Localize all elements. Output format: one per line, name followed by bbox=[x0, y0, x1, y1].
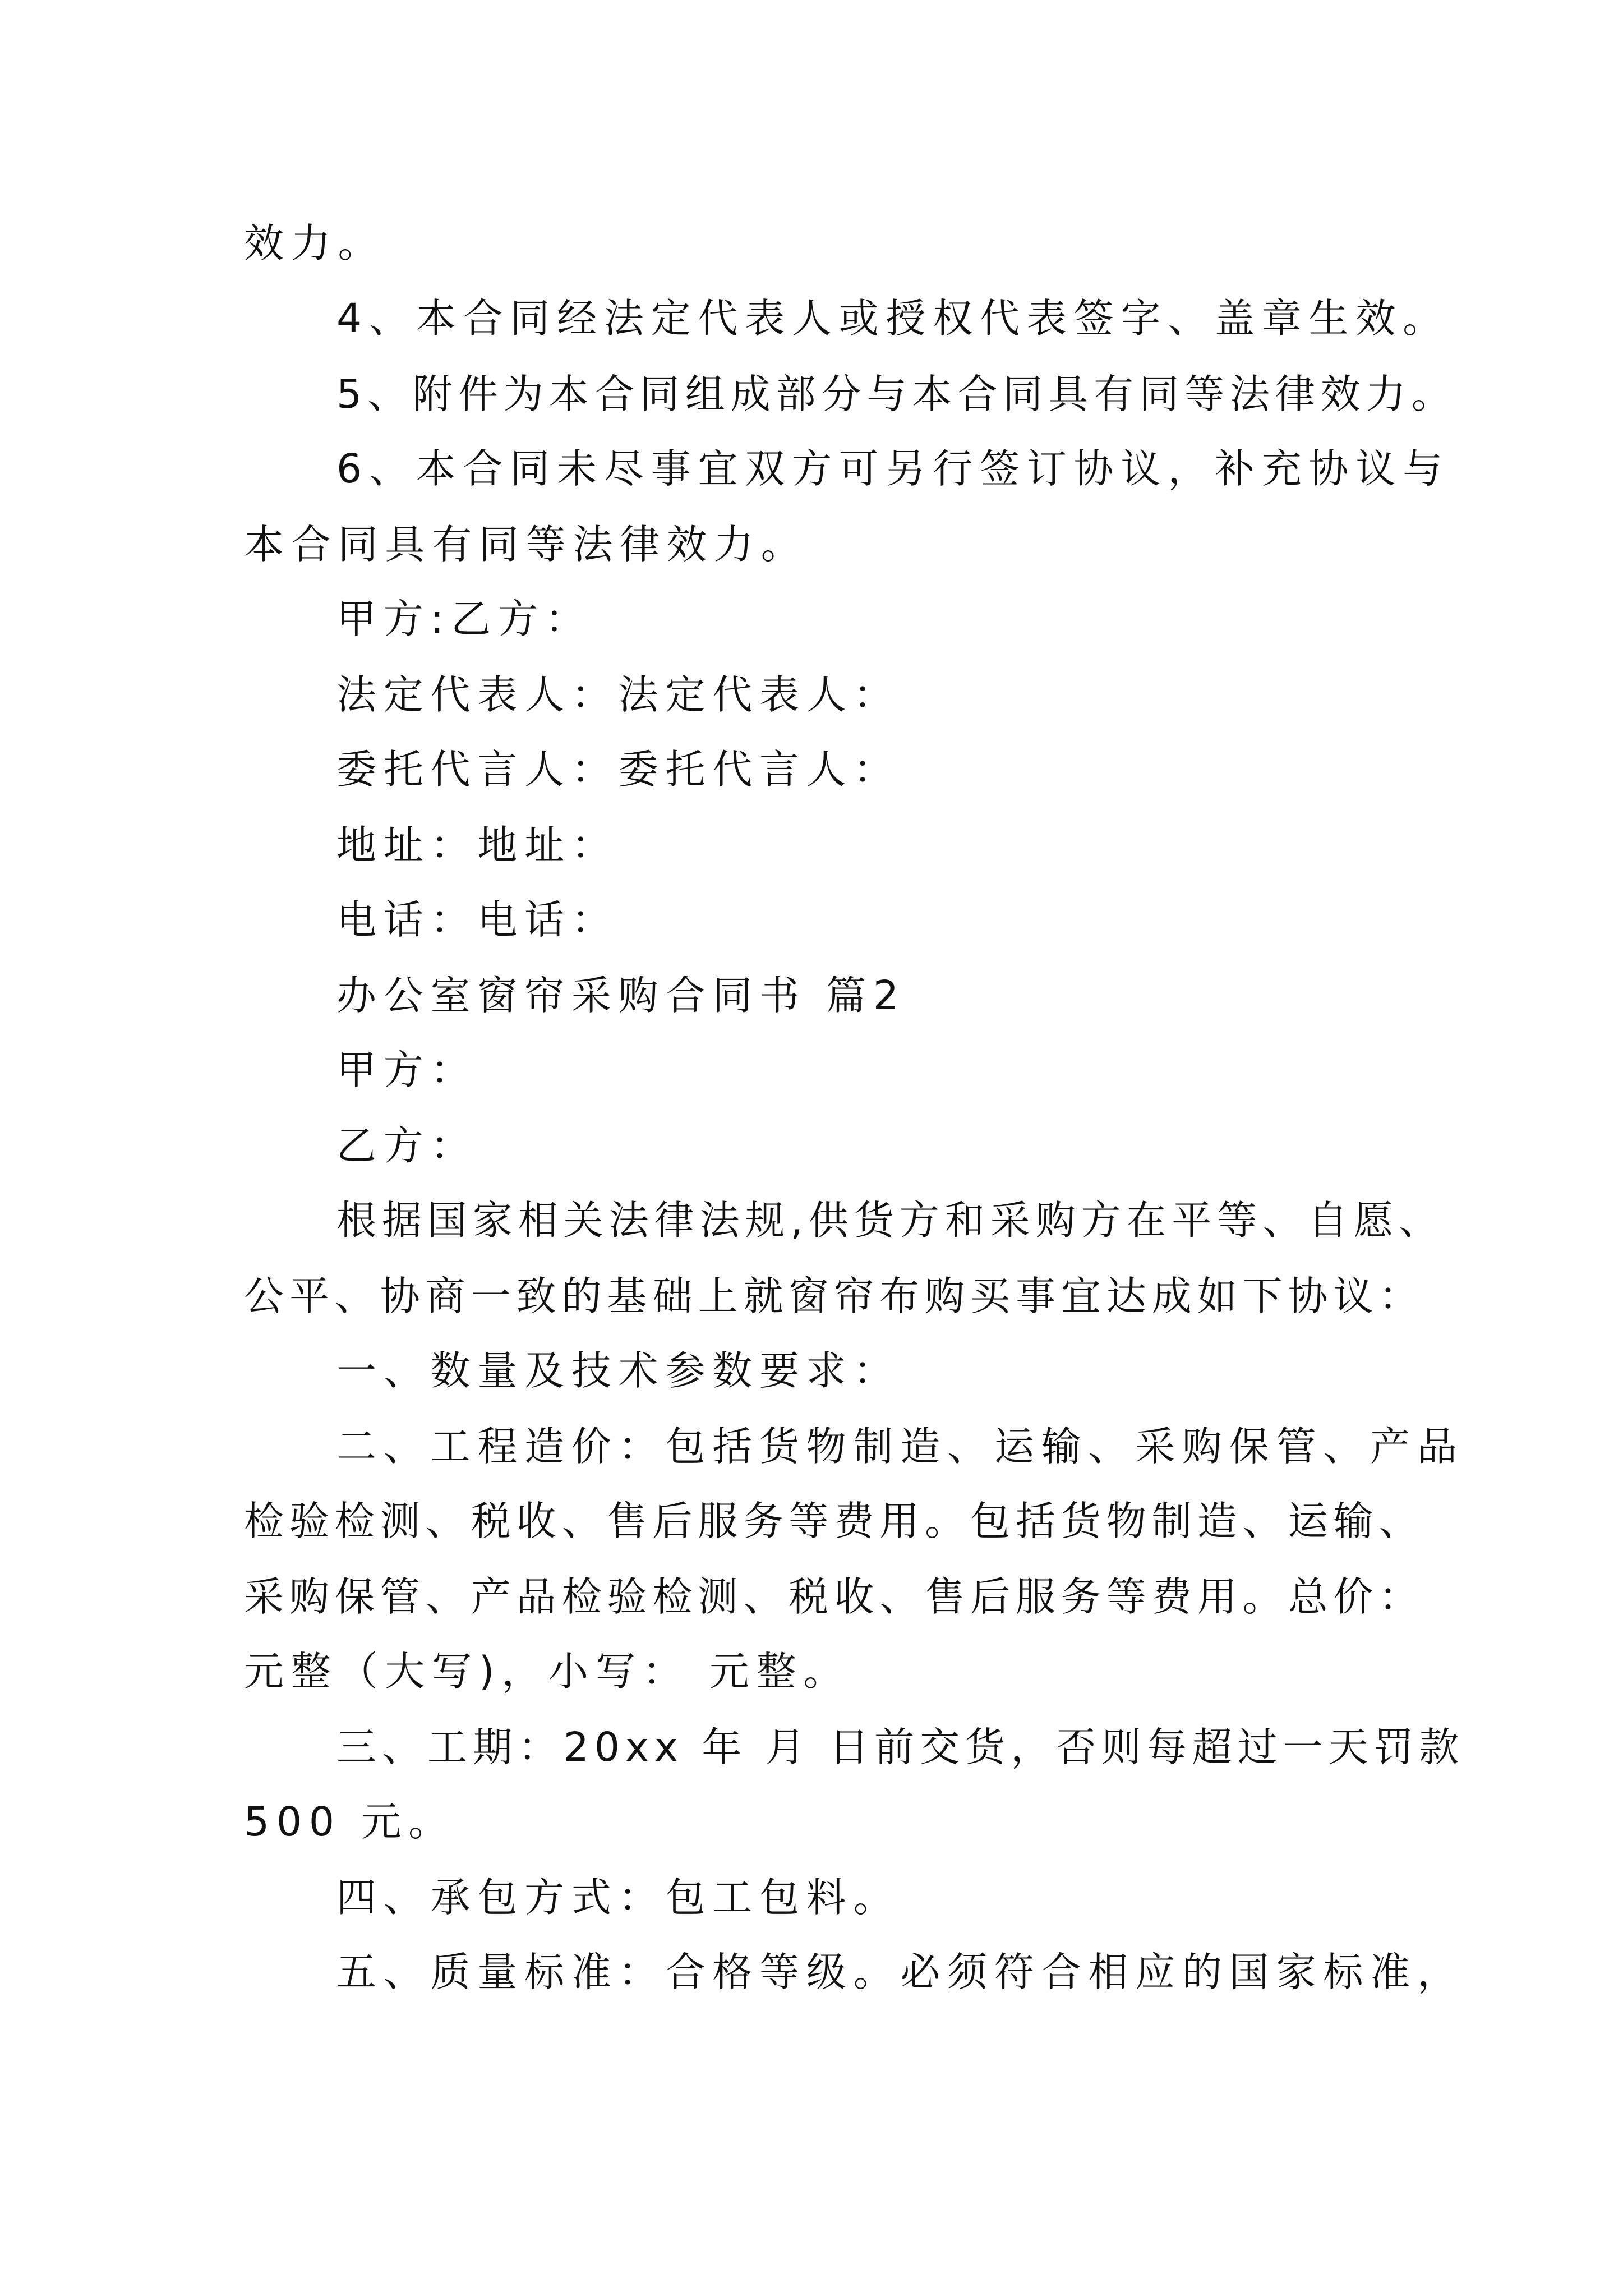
paragraph-line: 元整（大写)，小写： 元整。 bbox=[244, 1648, 851, 1695]
paragraph-line: 三、工期：20xx 年 月 日前交货，否则每超过一天罚款 bbox=[336, 1724, 1465, 1770]
signature-line-address: 地址：地址： bbox=[336, 822, 619, 868]
paragraph-line: 效力。 bbox=[244, 220, 385, 266]
paragraph-line: 根据国家相关法律法规,供货方和采购方在平等、自愿、 bbox=[336, 1197, 1445, 1244]
paragraph-line: 5、附件为本合同组成部分与本合同具有同等法律效力。 bbox=[336, 371, 1457, 417]
section-title: 办公室窗帘采购合同书 篇2 bbox=[336, 972, 906, 1019]
signature-line-agent: 委托代言人：委托代言人： bbox=[336, 746, 901, 793]
paragraph-line: 6、本合同未尽事宜双方可另行签订协议，补充协议与 bbox=[336, 445, 1450, 492]
clause-heading: 一、数量及技术参数要求： bbox=[336, 1347, 901, 1394]
signature-line-phone: 电话：电话： bbox=[336, 896, 619, 943]
paragraph-line: 二、工程造价：包括货物制造、运输、采购保管、产品 bbox=[336, 1423, 1464, 1470]
paragraph-line: 五、质量标准：合格等级。必须符合相应的国家标准， bbox=[336, 1949, 1464, 1995]
signature-line-representative: 法定代表人：法定代表人： bbox=[336, 671, 901, 718]
paragraph-line: 本合同具有同等法律效力。 bbox=[244, 521, 808, 568]
signature-line-party: 甲方:乙方： bbox=[336, 596, 592, 642]
paragraph-line: 500 元。 bbox=[244, 1798, 455, 1845]
paragraph-line: 4、本合同经法定代表人或授权代表签字、盖章生效。 bbox=[336, 295, 1450, 342]
party-a-line: 甲方： bbox=[336, 1047, 478, 1093]
paragraph-line: 检验检测、税收、售后服务等费用。包括货物制造、运输、 bbox=[244, 1498, 1424, 1544]
party-b-line: 乙方： bbox=[336, 1122, 478, 1169]
paragraph-line: 四、承包方式：包工包料。 bbox=[336, 1874, 901, 1921]
paragraph-line: 公平、协商一致的基础上就窗帘布购买事宜达成如下协议： bbox=[244, 1273, 1424, 1319]
paragraph-line: 采购保管、产品检验检测、税收、售后服务等费用。总价： bbox=[244, 1573, 1424, 1620]
